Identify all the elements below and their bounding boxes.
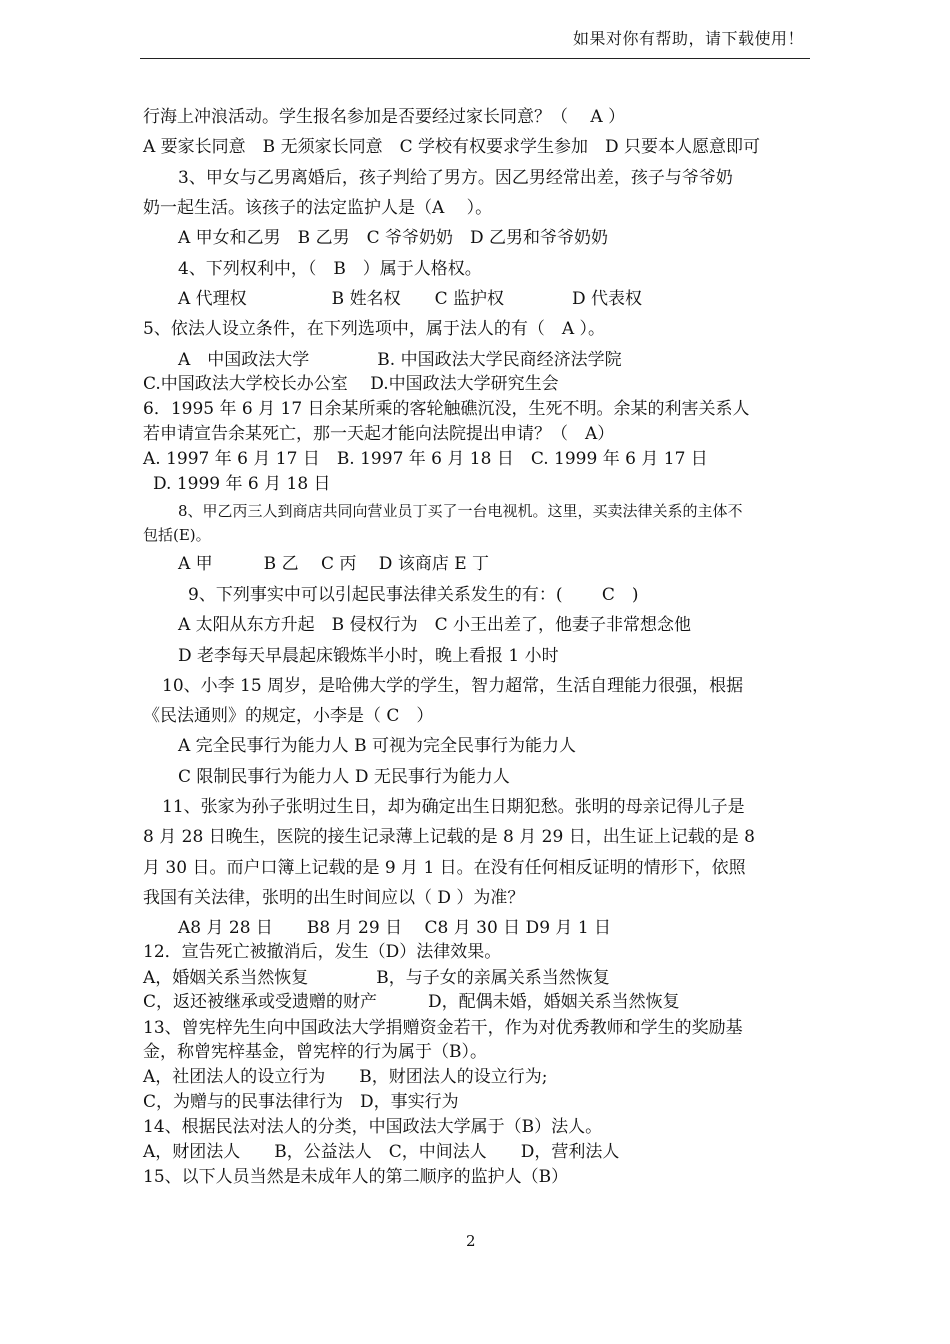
text-line: A 要家长同意 B 无须家长同意 C 学校有权要求学生参加 D 只要本人愿意即可 [143,137,761,157]
page-number: 2 [466,1232,476,1250]
text-line: 8 月 28 日晚生，医院的接生记录薄上记载的是 8 月 29 日，出生证上记载的是 8 [143,827,755,847]
text-line: A 太阳从东方升起 B 侵权行为 C 小王出差了，他妻子非常想念他 [178,615,691,635]
text-line: A 甲女和乙男 B 乙男 C 爷爷奶奶 D 乙男和爷爷奶奶 [178,228,609,248]
text-line: 奶一起生活。该孩子的法定监护人是（A ）。 [143,198,493,218]
text-line: D 老李每天早晨起床锻炼半小时，晚上看报 1 小时 [178,646,559,666]
text-line: D. 1999 年 6 月 18 日 [153,474,331,494]
text-line: 13、曾宪梓先生向中国政法大学捐赠资金若干，作为对优秀教师和学生的奖励基 [143,1018,743,1038]
text-line: 10、小李 15 周岁，是哈佛大学的学生，智力超常，生活自理能力很强，根据 [162,676,744,696]
text-line: 5、依法人设立条件，在下列选项中，属于法人的有（ A ）。 [143,319,605,339]
text-line: 包括(E)。 [143,526,211,544]
header-text: 如果对你有帮助，请下载使用！ [572,29,804,48]
text-line: C，为赠与的民事法律行为 D，事实行为 [143,1092,459,1112]
text-line: 《民法通则》的规定，小李是（ C ） [143,706,434,726]
text-line: C，返还被继承或受遗赠的财产 D，配偶未婚，婚姻关系当然恢复 [143,992,680,1012]
text-line: 14、根据民法对法人的分类，中国政法大学属于（B）法人。 [143,1117,603,1137]
text-line: 9、下列事实中可以引起民事法律关系发生的有：( C ) [188,585,639,605]
page-header [0,0,950,70]
text-line: 12．宣告死亡被撤消后，发生（D）法律效果。 [143,942,502,962]
text-line: 15、以下人员当然是未成年人的第二顺序的监护人（B） [143,1167,569,1187]
text-line: 金，称曾宪梓基金，曾宪梓的行为属于（B）。 [143,1042,487,1062]
header-divider [140,58,810,59]
text-line: C.中国政法大学校长办公室 D.中国政法大学研究生会 [143,374,559,394]
text-line: C 限制民事行为能力人 D 无民事行为能力人 [178,767,510,787]
text-line: 4、下列权利中，（ B ）属于人格权。 [178,259,482,279]
text-line: A. 1997 年 6 月 17 日 B. 1997 年 6 月 18 日 C. 1999 年 6 月 17 日 [143,449,708,469]
text-line: 若申请宣告余某死亡，那一天起才能向法院提出申请？（ A） [143,424,615,444]
text-line: A 甲 B 乙 C 丙 D 该商店 E 丁 [178,554,490,574]
text-line: 6．1995 年 6 月 17 日余某所乘的客轮触礁沉没，生死不明。余某的利害关系人 [143,399,750,419]
text-line: A，社团法人的设立行为 B，财团法人的设立行为; [143,1067,548,1087]
text-line: A 完全民事行为能力人 B 可视为完全民事行为能力人 [178,736,576,756]
text-line: A 中国政法大学 B. 中国政法大学民商经济法学院 [178,350,622,370]
text-line: 3、甲女与乙男离婚后，孩子判给了男方。因乙男经常出差，孩子与爷爷奶 [178,168,733,188]
text-line: 月 30 日。而户口簿上记载的是 9 月 1 日。在没有任何相反证明的情形下，依照 [143,858,746,878]
text-line: 行海上冲浪活动。学生报名参加是否要经过家长同意？（ A ） [143,107,626,127]
text-line: 11、张家为孙子张明过生日，却为确定出生日期犯愁。张明的母亲记得儿子是 [162,797,745,817]
text-line: 我国有关法律，张明的出生时间应以（ D ）为准？ [143,888,525,908]
text-line: 8、甲乙丙三人到商店共同向营业员丁买了一台电视机。这里，买卖法律关系的主体不 [178,502,743,520]
text-line: A 代理权 B 姓名权 C 监护权 D 代表权 [178,289,643,309]
text-line: A，婚姻关系当然恢复 B，与子女的亲属关系当然恢复 [143,968,610,988]
text-line: A8 月 28 日 B8 月 29 日 C8 月 30 日 D9 月 1 日 [178,918,612,938]
text-line: A，财团法人 B，公益法人 C，中间法人 D，营利法人 [143,1142,620,1162]
